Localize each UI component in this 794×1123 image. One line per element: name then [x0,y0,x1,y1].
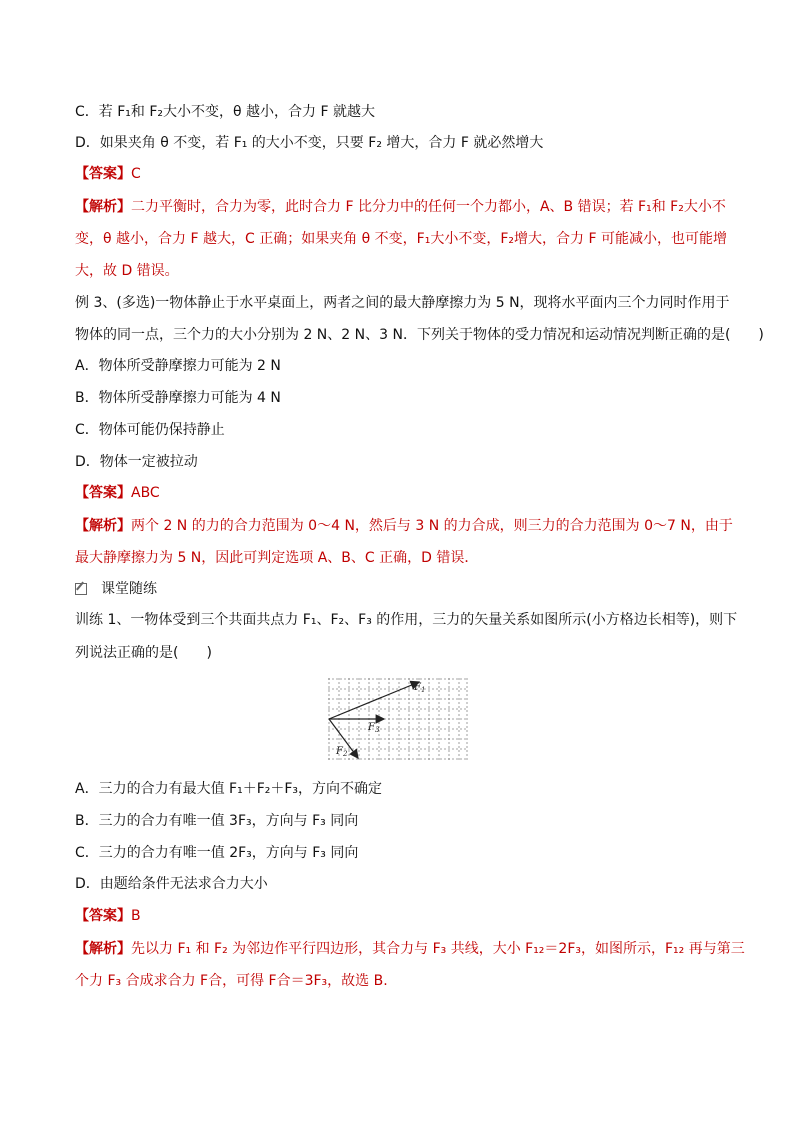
training-1-option-a: A．三力的合力有最大值 F₁＋F₂＋F₃，方向不确定 [75,781,383,797]
explanation-1-line-3: 大，故 D 错误。 [75,263,179,279]
label-f3: $F_3$ [368,722,380,734]
section-heading: 课堂随练 [75,579,157,599]
label-f1: $F_1$ [414,682,426,694]
explanation-2-line-2: 最大静摩擦力为 5 N，因此可判定选项 A、B、C 正确，D 错误． [75,550,479,566]
option-c: C．若 F₁和 F₂大小不变，θ 越小，合力 F 就越大 [75,104,375,120]
training-1-option-b: B．三力的合力有唯一值 3F₃，方向与 F₃ 同向 [75,813,359,829]
explanation-2-line-1: 【解析】两个 2 N 的力的合力范围为 0～4 N，然后与 3 N 的力合成，则三力的合力范围为 0～7 N，由于 [75,518,733,534]
question-3-line-1: 例 3、(多选)一物体静止于水平桌面上，两者之间的最大静摩擦力为 5 N，现将水平面内三个力同时作用于 [75,295,730,311]
question-3-option-a: A．物体所受静摩擦力可能为 2 N [75,358,281,374]
question-3-line-2: 物体的同一点，三个力的大小分别为 2 N、2 N、3 N．下列关于物体的受力情况和运动情况判断正确的是( ) [75,327,764,343]
explanation-1-line-2: 变，θ 越小，合力 F 越大，C 正确；如果夹角 θ 不变，F₁大小不变，F₂增大，合力 F 可能减小，也可能增 [75,231,727,247]
explanation-tag: 【解析】 [75,199,131,215]
answer-3: 【答案】B [75,908,141,924]
option-d: D．如果夹角 θ 不变，若 F₁ 的大小不变，只要 F₂ 增大，合力 F 就必然增大 [75,135,544,151]
vector-f1 [329,682,419,719]
training-1-line-2: 列说法正确的是( ) [75,645,212,661]
question-3-option-d: D．物体一定被拉动 [75,454,198,470]
force-vector-figure [328,678,468,760]
answer-1 [75,164,141,184]
explanation-3-line-1: 【解析】先以力 F₁ 和 F₂ 为邻边作平行四边形，其合力与 F₃ 共线，大小 F₁₂＝2F₃，如图所示，F₁₂ 再与第三 [75,941,745,957]
answer-value: C [131,166,141,182]
question-3-option-c: C．物体可能仍保持静止 [75,422,225,438]
explanation-3-line-2: 个力 F₃ 合成求合力 F合，可得 F合＝3F₃，故选 B. [75,973,388,989]
explanation-1-line-1: 【解析】二力平衡时，合力为零，此时合力 F 比分力中的任何一个力都小，A、B 错误；若 F₁和 F₂大小不 [75,199,726,215]
question-3-option-b: B．物体所受静摩擦力可能为 4 N [75,390,281,406]
edit-icon [75,583,87,595]
training-1-option-d: D．由题给条件无法求合力大小 [75,876,268,892]
answer-2: 【答案】ABC [75,485,160,501]
training-1-line-1: 训练 1、一物体受到三个共面共点力 F₁、F₂、F₃ 的作用，三力的矢量关系如图所示(小方格边长相等)，则下 [75,612,738,628]
label-f2: $F_2$ [336,746,348,758]
training-1-option-c: C．三力的合力有唯一值 2F₃，方向与 F₃ 同向 [75,845,359,861]
answer-tag: 【答案】 [75,166,131,182]
